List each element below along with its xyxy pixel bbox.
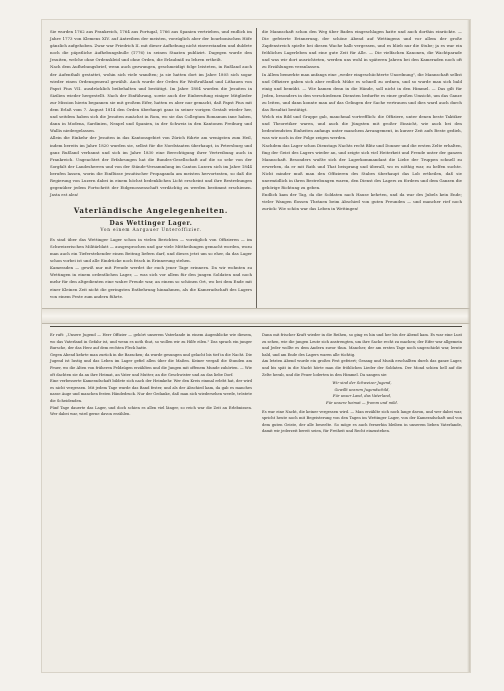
paragraph: Am letzten Abend wurde ein großes Fest gefeiert; Gesang und Musik erschallten durch das ganze Lager, und bis spät in die Nacht hörte man die fröhlichen Lieder der Soldaten. Der Mond schien hell auf die Zelte herab, und die Feuer loderten in den Himmel. Da sangen sie: — [262, 359, 462, 377]
left-column — [50, 28, 252, 300]
paragraph: Es sind über das Wettinger Lager schon in vielen Berichten — vorzüglich von Offizieren — im Schweizerischen Militärblatt — ausgesprochen und gar viele Mittheilungen gemacht worden, wozu man auch ein Tieferstehender einen Beitrag liefern darf, und dieses jetzt um so eher, da das Lager schon vorbei ist und alle Eindrücke noch frisch in Erinnerung stehen. — [50, 236, 252, 264]
paragraph: Nachdem das Lager schon Dienstags Nachts recht Blitz und Donner und die ersten Zelte erhalten, fing der Geist des Lagers wieder an, und zeigte sich viel Heiterkeit und Freude unter der ganzen Mannschaft. Besonders wußte sich der Lagerkommandant die Liebe der Truppen schnell zu erwerben, da er mit Rath und That beisprang und überall, wo es nöthig war, zu helfen suchte. Nicht minder muß man den Offizieren des Stabes überhaupt das Lob ertheilen, daß sie unermüdlich in ihren Bestrebungen waren, den Dienst des Lagers zu fördern und dem Ganzen die gehörige Richtung zu geben. — [262, 142, 462, 191]
paragraph: Dann mit frischer Kraft wieder in die Reihen, so ging es hin und her bis der Abend kam. Es war eine Lust zu sehen, wie die jungen Leute sich anstrengten, um ihre Sache recht zu machen; der Eifer war allgemein und Jeder wollte es dem Andern zuvor thun. Mancher, der am ersten Tage noch ungeschickt war, lernte bald, und am Ende des Lagers waren alle tüchtig. — [262, 333, 462, 357]
paragraph: Welch ein Bild und Gruppe gab, manchmal vortrefflich: die Offiziere, unter denen beste Taktiker und Theoretiker waren, und auch die Jüngsten mit großer Einsicht, wie auch bei den bedeutendsten Einheiten anfangs unter manchem Arrangement, in kurzer Zeit aufs Beste gedieh, was wir noch in der Folge zeigen werden. — [262, 114, 462, 141]
paragraph: Sie wurden 1762 aus Frankreich, 1764 aus Portugal, 1766 aus Spanien vertrieben, und endlich im Jahre 1773 von Klemens XIV. auf Antreiben der meisten, vorzüglich aber der bourbonischen Höfe gänzlich aufgehoben. Zwar war Friedrich II. mit dieser Aufhebung nicht einverstanden und duldete noch die päpstliche Aufhebungsbulle (1776) in seinen Staaten publizirt. Dagegen wurde den Jesuiten, welche ohne Ordenskleid und ohne Orden, die Erlaubniß zu lehren ertheilt. — [50, 29, 252, 63]
paragraph: Nach dem Aufhebungsbrief, wenn auch gezwungen, geschmeidigt folge leisteten, in Rußland auch der Aufenthalt gestattet, wohin sich viele wandten; ja sie hatten dort im Jahre 1805 sich sogar wieder einen Ordensgeneral gewählt. Auch wurde der Orden für Weißrußland und Lithauen von Papst Pius VII. ausdrücklich beibehalten und bestätigt. Im Jahre 1804 wurden die Jesuiten in Sizilien wieder hergestellt. Nach der Einführung, sowie auch der Einberufung einiger Mitglieder zur Mission hierin begannen sie mit großem Eifer, hatten es aber nur gemacht, daß Papst Pius mit dem Erlaß vom 7. August 1814 den Orden überhaupt ganz in seiner vorigen Gestalt wieder her, und seitdem haben sich die Jesuiten zunächst in Rom, wo sie das Collegium Romanum inne haben, dann in Modena, Sardinien, Neapel und Spanien, in der Schweiz in den Kantonen Freiburg und Wallis niedergelassen. — [50, 64, 252, 134]
paragraph: Kameraden — gewiß nur mit Freude werdet ihr euch jener Tage erinnern. Da wir wohnten zu Wettingen in einem ordentlichen Lager, — was sich vor allem für den jungen Soldaten und noch mehr für den altgedienten eine wahre Freude war, an einem so schönen Ort, wo bei dem Ende mit einer Kleinen Zeit nicht die geringsten Entbehrung hinnahmen, als die Kameradschaft des Lagers von einem Feste zum andern führte. — [50, 265, 252, 299]
paragraph: Allein die Einkehr der Jesuiten in das Kantonsgebiet von Zürich führte am wenigsten zum Heil, indem bereits im Jahre 1820 wurden sie, selbst für die Nordstaaten überhaupt, in Petersburg und ganz Rußland verbannt und sich im Jahre 1830 eine Berechtigung ihrer Vertreibung auch in Frankreich. Ungeachtet der Erfahrungen hat die Bundes-Gesellschaft auf die so sehr von der Sorgfalt der Landesherren und von der Stände-Versammlung im Canton Luzern sich im Jahre 1844 berufen lassen, worin die Einflüsse jesuitischer Propaganda am meisten hervortraten, so daß die Regierung von Luzern dabei in einem höchst bedenklichen Licht erscheint und ihre Bestrebungen gegenüber jedem Fortschritt der Eidgenossenschaft verdächtig zu werden bestimmt erschienen. Jasta est alea! — [50, 135, 252, 198]
section-title: Vaterländische Angelegenheiten. — [73, 206, 229, 216]
poem-line: Wir sind der Schweizer Jugend, — [332, 381, 392, 386]
poem — [262, 380, 462, 406]
newspaper-page — [42, 20, 470, 672]
paragraph: Gegen Abend kehrte man zurück in die Baracken; da wurde gesungen und gelacht bis tief in die Nacht. Die Jugend ist lustig und das Leben im Lager gefiel allen über die Maßen. Keiner vergaß die Stunden am Feuer, wo die Alten von früheren Feldzügen erzählten und die Jungen mit offenem Munde zuhörten. — Wie oft dachten sie da an ihre Heimat, an Vater und Mutter, an die Geschwister und an das liebe Dorf. — [50, 352, 252, 377]
article-subtitle: Von einem Aargauer Unteroffizier. — [100, 227, 202, 233]
paragraph: Es war eine Nacht, die keiner vergessen wird. — Man erzählte sich noch lange davon, und wer dabei war, spricht heute noch mit Begeisterung von den Tagen im Wettinger Lager, von der Kameradschaft und von dem guten Geiste, der alle beseelte. So möge es auch fernerhin bleiben in unserem lieben Vaterlande, damit wir jederzeit bereit seien, für Freiheit und Recht einzustehen. — [262, 409, 462, 434]
poem-line: Für unsere heimat — fromm und mild. — [326, 400, 398, 405]
feuilleton-left-column — [50, 332, 252, 418]
section-rule — [80, 217, 222, 218]
right-column — [262, 28, 462, 212]
paper-fold — [42, 308, 470, 324]
paragraph: Endlich kam der Tag, da die Soldaten nach Hause kehrten, und da war des Jubels kein Ende; vieler Wangen flossen Thränen beim Abschied von guten Freunden — und mancher rief noch zurück: Wie schön war das Leben in Wettingen! — [262, 192, 462, 212]
feuilleton-rule — [50, 326, 462, 327]
poem-line: Gewillt unsrem Jugendschild, — [334, 387, 390, 392]
paragraph: Er ruft: „Unsere Jugend — Herr Offizier — gehört unserem Vaterlande in einem Augenblicke wie diesem, wo das Vaterland in Gefahr ist, und wenn es noth thut, so wollen wir zu Hilfe eilen." Das sprach ein junger Bursche, der das Herz auf dem rechten Fleck hatte. — [50, 333, 252, 351]
paragraph: In Allem bemerkte man anfangs eine „weder eingeschüchterte Unordnung", die Mannschaft selbst und Offiziere gaben sich aber redlich Mühe es schnell zu ordnen, und so wurde man sich bald einig und bemüht. — Wie kamen denn in die Hände, soll nicht in den Himmel. — Das gilt für Jeden, besonders in den verschiedenen Diensten bedurfte es einer großen Umsicht, um das Ganze zu leiten, und dann konnte man auf das Gelingen der Sache vertrauen und dies ward auch durch das Resultat bestätigt. — [262, 71, 462, 113]
column-divider — [256, 28, 257, 313]
paragraph: Fünf Tage dauerte das Lager, und doch schien es allen viel länger, so reich war die Zeit an Erlebnissen. Wer dabei war, wird gerne davon erzählen. — [50, 405, 252, 417]
paragraph: die Mannschaft schon den Weg über Baden eingeschlagen hatte und auch dorthin einrückte. — Die gefeierte Erinnerung, der schöne Abend auf Wettingens und vor allem der große Zapfenstreich spielte bei diesen Wache halb vergessen, und es blieb nur die Stube; ja es war ein fröhliches Lagerleben und eine gute Zeit für Alle. — Die vielfachen Kanonen, die Wachtparade und was wir dort ausrichteten, werden uns wohl in späteren Jahren bei den Kameraden noch oft zu Erzählungen veranlassen. — [262, 29, 462, 70]
page-edge-shadow — [467, 20, 470, 672]
article-title: Das Wettinger Lager. — [109, 219, 193, 227]
feuilleton-right-column — [262, 332, 462, 435]
poem-line: Für unser Land, das Vaterland, — [332, 394, 392, 399]
paragraph: Eine verbesserte Kameradschaft bildete sich nach der Heimkehr. Wer den Kreis einmal erlebt hat, der wird es nicht vergessen. Mit jedem Tage wurde das Band fester, und als der Abschied kam, da gab es manches nasse Auge und manchen festen Händedruck. Nur der Gedanke, daß man sich wiedersehen werde, tröstete die Scheidenden. — [50, 379, 252, 403]
